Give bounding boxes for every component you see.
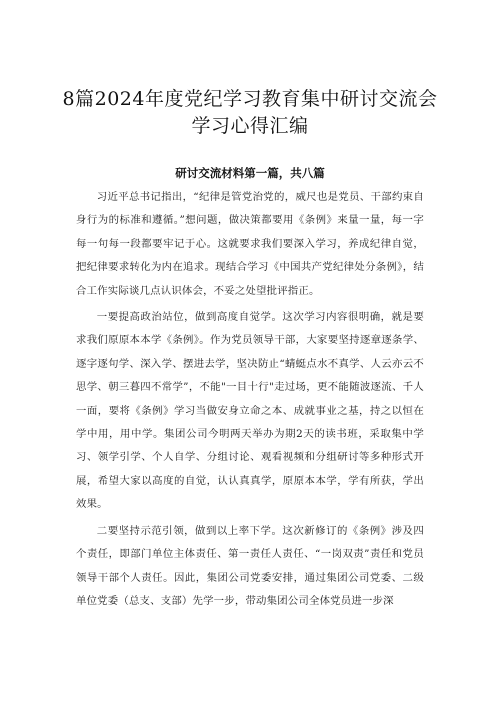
paragraph-intro: 习近平总书记指出，“纪律是管党治党的，威尺也是党员、干部约束自身行为的标准和遵循。”想问题，做决策都要用《条例》来量一量，每一字每一句每一段都要牢记于心。这就要求我们要深入学习，养成纪律自觉，把纪律要求转化为内在追求。现结合学习《中国共产党纪律处分条例》，结合工作实际谈几点认识体会，不妥之处望批评指正。 [76,191,424,297]
document-title [60,86,440,140]
document-title-line-2: 学习心得汇编 [191,115,309,137]
paragraph-point-2: 二要坚持示范引领，做到以上率下学。这次新修订的《条例》涉及四个责任，即部门单位主体责任、第一责任人责任、“一岗双责”责任和党员领导干部个人责任。因此，集团公司党委安排，通过集团公司党委、二级单位党委（总支、支部）先学一步，带动集团公司全体党员进一步深 [76,524,424,607]
document-body [76,186,424,616]
section-heading: 研讨交流材料第一篇，共八篇 [175,166,325,180]
document-title-line-1: 8篇2024年度党纪学习教育集中研讨交流会 [62,88,438,110]
paragraph-point-1: 一要提高政治站位，做到高度自觉学。这次学习内容很明确，就是要求我们原原本本学《条例》。作为党员领导干部，大家要坚持逐章逐条学、逐字逐句学、深入学、摆进去学，坚决防止“蜻蜓点水不真学、人云亦云不思学、朝三暮四不常学”，不能"一目十行"走过场，更不能随波逐流、千人一面，要将《条例》学习当做安身立命之本、成就事业之基，持之以恒在学中用，用中学。集团公司今明两天举办为期2天的读书班，采取集中学习、领学引学、个人自学、分组讨论、观看视频和分组研讨等多种形式开展，希望大家以高度的自觉，认认真真学，原原本本学，学有所获，学出效果。 [76,311,424,511]
